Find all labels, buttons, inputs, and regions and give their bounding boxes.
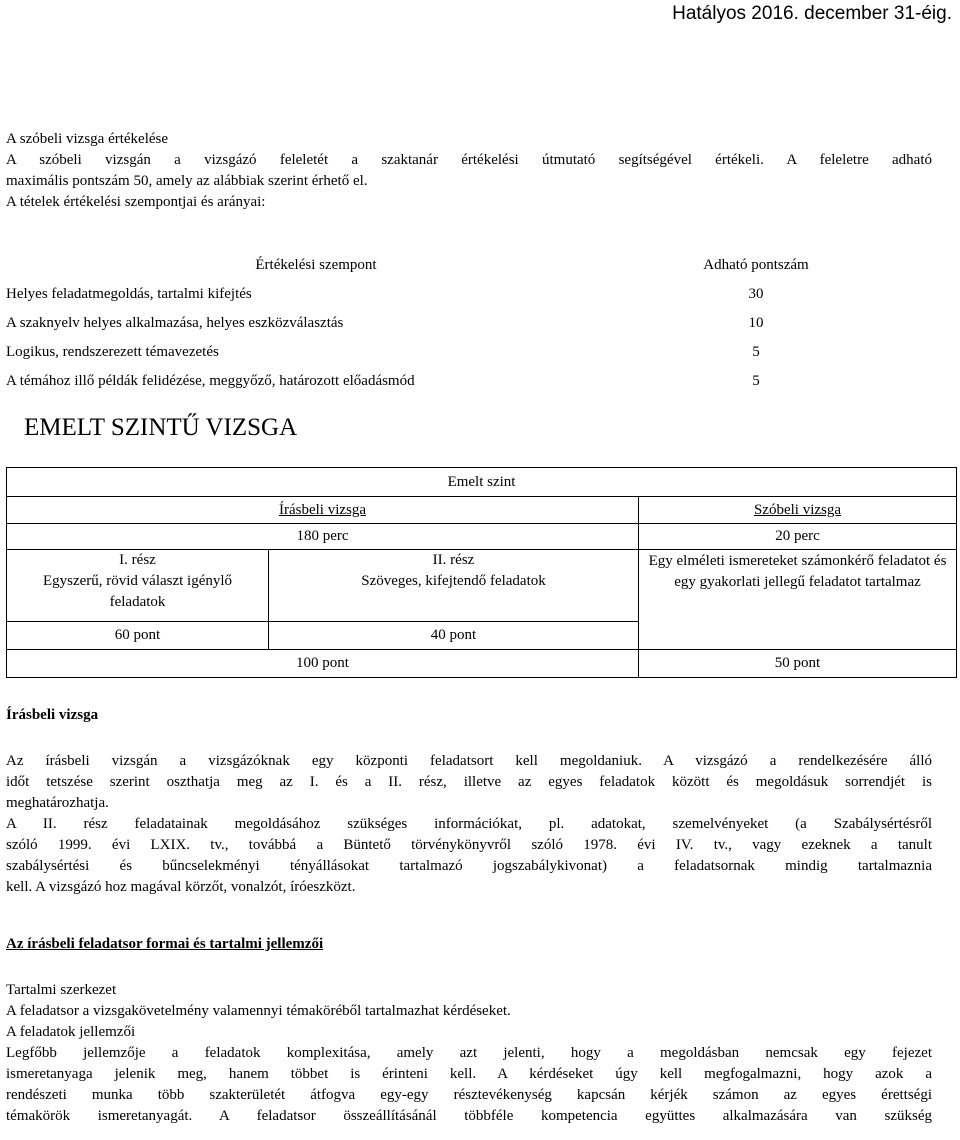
oral-eval-line1: A szóbeli vizsgán a vizsgázó feleletét a szaktanár értékelési útmutató segítségével értékeli. A feleletre adható <box>6 152 932 168</box>
oral-eval-line2: maximális pontszám 50, amely az alábbiak szerint érhető el. <box>6 173 368 189</box>
oral-eval-title: A szóbeli vizsga értékelése <box>6 131 169 147</box>
format-body <box>6 980 932 1127</box>
written-heading: Írásbeli vizsga <box>6 707 99 723</box>
exam-level: Emelt szint <box>7 468 957 497</box>
table-row <box>6 280 886 309</box>
format-para-line: Legfőbb jellemzője a feladatok komplexitása, amely azt jelenti, hogy a megoldásban nemcsak egy fejezet <box>6 1045 932 1061</box>
score-table <box>6 251 886 396</box>
oral-total: 50 pont <box>639 650 957 678</box>
written-para2-line: szabálysértési és bűncselekményi tényállásokat tartalmazó jogszabálykivonat) a feladatsornak mindig tartalmaznia <box>6 858 932 874</box>
exam-structure-table <box>6 467 957 678</box>
part1-desc: Egyszerű, rövid választ igénylő feladatok <box>42 573 233 610</box>
score-table-header <box>6 251 886 280</box>
table-row <box>6 367 886 396</box>
score-points: 10 <box>748 315 764 331</box>
format-heading: Az írásbeli feladatsor formai és tartalmi jellemzői <box>6 936 324 952</box>
oral-desc: Egy elméleti ismereteket számonkérő feladatot és egy gyakorlati jellegű feladatot tartalmaz <box>639 550 957 650</box>
written-para2-line: A II. rész feladatainak megoldásához szükséges információkat, pl. adatokat, szemelvényeket (a Szabálysértésről <box>6 816 932 832</box>
part1-points: 60 pont <box>7 622 269 650</box>
score-criterion: A szaknyelv helyes alkalmazása, helyes eszközválasztás <box>6 315 344 331</box>
written-time: 180 perc <box>7 524 639 550</box>
format-sub1: Tartalmi szerkezet <box>6 982 117 998</box>
written-para1-line: meghatározhatja. <box>6 795 109 811</box>
oral-exam-header: Szóbeli vizsga <box>639 497 957 524</box>
part2-title: II. rész <box>432 552 475 568</box>
format-sub1-text: A feladatsor a vizsgakövetelmény valamennyi témaköréből tartalmazhat kérdéseket. <box>6 1003 511 1019</box>
score-header-points: Adható pontszám <box>703 257 809 273</box>
format-para-line: témakörök ismeretanyagát. A feladatsor összeállításánál többféle kompetencia együttes alkalmazására van szükség <box>6 1108 932 1124</box>
table-row <box>6 338 886 367</box>
section-title: EMELT SZINTŰ VIZSGA <box>24 414 298 441</box>
written-para1-line: Az írásbeli vizsgán a vizsgázóknak egy központi feladatsort kell megoldaniuk. A vizsgázó a rendelkezésére álló <box>6 753 932 769</box>
score-header-criterion: Értékelési szempont <box>255 257 377 273</box>
part2-cell <box>269 550 639 622</box>
oral-eval-section <box>6 129 932 213</box>
format-sub2: A feladatok jellemzői <box>6 1024 136 1040</box>
score-criterion: A témához illő példák felidézése, meggyőző, határozott előadásmód <box>6 373 415 389</box>
score-points: 5 <box>752 344 760 360</box>
oral-eval-line3: A tételek értékelési szempontjai és arányai: <box>6 194 266 210</box>
part1-cell <box>7 550 269 622</box>
written-total: 100 pont <box>7 650 639 678</box>
written-para2-line: kell. A vizsgázó hoz magával körzőt, vonalzót, íróeszközt. <box>6 879 356 895</box>
oral-time: 20 perc <box>639 524 957 550</box>
written-exam-header: Írásbeli vizsga <box>7 497 639 524</box>
validity-note: Hatályos 2016. december 31-éig. <box>672 3 952 24</box>
part2-desc: Szöveges, kifejtendő feladatok <box>361 573 546 589</box>
score-criterion: Logikus, rendszerezett témavezetés <box>6 344 219 360</box>
part1-title: I. rész <box>119 552 156 568</box>
written-para2-line: szóló 1999. évi LXIX. tv., továbbá a Büntető törvénykönyvről szóló 1978. évi IV. tv., vagy ezeknek a tanult <box>6 837 932 853</box>
table-row <box>6 309 886 338</box>
written-para1-line: időt tetszése szerint oszthatja meg az I. és a II. rész, illetve az egyes feladatok között és megoldásuk sorrendjét is <box>6 774 932 790</box>
format-para-line: rendészeti munka több szakterületét átfogva egy-egy résztevékenység kapcsán kérjék számon az egyes érettségi <box>6 1087 932 1103</box>
score-points: 5 <box>752 373 760 389</box>
score-points: 30 <box>748 286 764 302</box>
written-para <box>6 751 932 898</box>
format-para-line: ismeretanyaga jelenik meg, hanem többet is érinteni kell. A kérdéseket úgy kell megfogalmazni, hogy azok a <box>6 1066 932 1082</box>
score-criterion: Helyes feladatmegoldás, tartalmi kifejtés <box>6 286 252 302</box>
part2-points: 40 pont <box>269 622 639 650</box>
